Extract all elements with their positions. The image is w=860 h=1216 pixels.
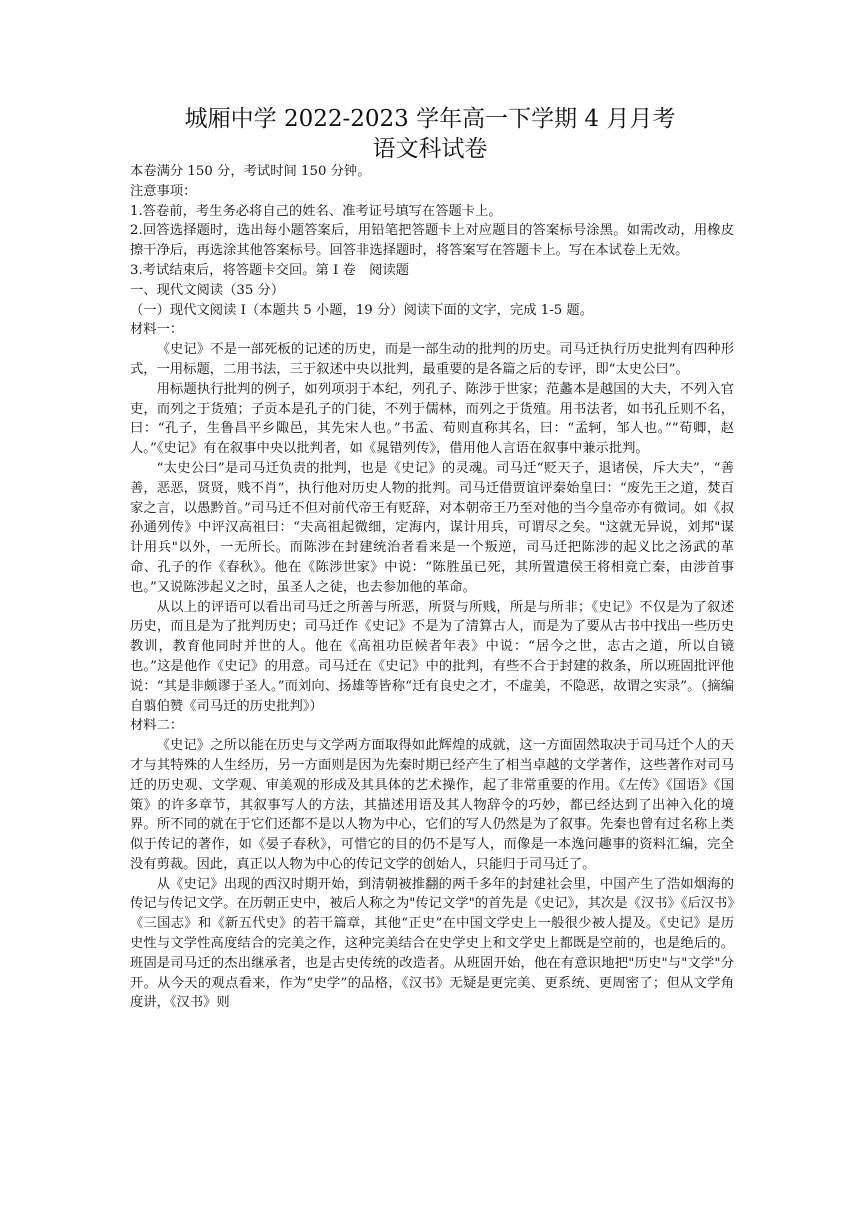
exam-body — [130, 162, 734, 1013]
section-heading: 一、现代文阅读（35 分） — [130, 282, 285, 298]
notice-item-2: 2.回答选择题时，选出每小题答案后，用铅笔把答题卡上对应题目的答案标号涂黑。如需改动，用橡皮擦干净后，再选涂其他答案标号。回答非选择题时，将答案写在答题卡上。写在本试卷上无效。 — [130, 223, 734, 259]
subsection-heading: （一）现代文阅读 I（本题共 5 小题，19 分）阅读下面的文字，完成 1-5 题。 — [130, 302, 594, 318]
exam-title-line-1: 城厢中学 2022-2023 学年高一下学期 4 月月考 — [184, 106, 676, 132]
notice-item-3: 3.考试结束后，将答题卡交回。第 I 卷 阅读题 — [130, 262, 410, 278]
material-1-paragraph: 用标题执行批判的例子，如列项羽于本纪，列孔子、陈涉于世家；范蠡本是越国的大夫，不列入官吏，而列之于货殖；子贡本是孔子的门徒，不列于儒林，而列之于货殖。用书法者，如书孔丘则不名，曰：“孔子，生鲁昌平乡陬邑，其先宋人也。”书孟、荀则直称其名，曰：“孟轲，邹人也。”“荀卿，赵人。”《史记》有在叙事中央以批判者，如《晁错列传》，借用他人言语在叙事中兼示批判。 — [130, 381, 734, 457]
material-2-label: 材料二： — [130, 718, 184, 734]
material-1-paragraph: “太史公曰”是司马迁负责的批判，也是《史记》的灵魂。司马迁“贬天子，退诸侯，斥大夫”，“善善，恶恶，贤贤，贱不肖”，执行他对历史人物的批判。司马迁借贾谊评秦始皇曰：“废先王之道，焚百家之言，以愚黔首。”司马迁不但对前代帝王有贬辞，对本朝帝王乃至对他的当今皇帝亦有微词。如《叔孙通列传》中评汉高祖曰：“夫高祖起微细，定海内，谋计用兵，可谓尽之矣。"这就无异说，刘邦"谋计用兵"以外，一无所长。而陈涉在封建统治者看来是一个叛逆，司马迁把陈涉的起义比之汤武的革命、孔子的作《春秋》。他在《陈涉世家》中说：“陈胜虽已死，其所置遣侯王将相竟亡秦，由涉首事也。”又说陈涉起义之时，虽圣人之徒，也去参加他的革命。 — [130, 460, 734, 595]
material-1-label: 材料一： — [130, 322, 184, 338]
exam-intro: 本卷满分 150 分，考试时间 150 分钟。 — [130, 164, 371, 179]
material-1-paragraph: 《史记》不是一部死板的记述的历史，而是一部生动的批判的历史。司马迁执行历史批判有四种形式，一用标题，二用书法，三于叙述中央以批判，最重要的是各篇之后的专评，即“太史公曰”。 — [130, 342, 734, 377]
material-2-paragraph: 从《史记》出现的西汉时期开始，到清朝被推翻的两千多年的封建社会里，中国产生了浩如烟海的传记与传记文学。在历朝正史中，被后人称之为"传记文学"的首先是《史记》，其次是《汉书》《后汉书》《三国志》和《新五代史》的若干篇章，其他“正史”在中国文学史上一般很少被人提及。《史记》是历史性与文学性高度结合的完美之作，这种完美结合在史学史上和文学史上都既是空前的，也是绝后的。班固是司马迁的杰出继承者，也是古史传统的改造者。从班固开始，他在有意识地把"历史"与"文学"分开。从今天的观点看来，作为“史学”的品格，《汉书》无疑是更完美、更系统、更周密了；但从文学角度讲，《汉书》则 — [130, 876, 734, 1011]
material-2-paragraph: 《史记》之所以能在历史与文学两方面取得如此辉煌的成就，这一方面固然取决于司马迁个人的天才与其特殊的人生经历，另一方面则是因为先秦时期已经产生了相当卓越的文学著作，这些著作对司马迁的历史观、文学观、审美观的形成及其具体的艺术操作，起了非常重要的作用。《左传》《国语》《国策》的许多章节，其叙事写人的方法，其描述用语及其人物辞令的巧妙，都已经达到了出神入化的境界。所不同的就在于它们还都不是以人物为中心，它们的写人仍然是为了叙事。先秦也曾有过名称上类似于传记的著作，如《晏子春秋》，可惜它的目的仍不是写人，而像是一本逸问趣事的资料汇编，完全没有剪裁。因此，真正以人物为中心的传记文学的创始人，只能归于司马迁了。 — [130, 738, 734, 872]
notice-item-1: 1.答卷前，考生务必将自己的姓名、准考证号填写在答题卡上。 — [130, 203, 502, 219]
exam-title-line-2: 语文科试卷 — [372, 136, 488, 162]
material-1-paragraph: 从以上的评语可以看出司马迁之所善与所恶，所贤与所贱，所是与所非；《史记》不仅是为了叙述历史，而且是为了批判历史；司马迁作《史记》不是为了清算古人，而是为了要从古书中找出一些历史教训，教育他同时并世的人。他在《高祖功臣候者年表》中说：“居今之世，志古之道，所以自镜也。”这是他作《史记》的用意。司马迁在《史记》中的批判，有些不合于封建的救条，所以班固批评他说：“其是非颇谬于圣人。”而刘向、扬雄等皆称“迁有良史之才，不虚美，不隐恶，故谓之实录”。（摘编自翦伯赞《司马迁的历史批判》） — [130, 599, 734, 714]
exam-title — [0, 104, 860, 164]
notice-heading: 注意事项： — [130, 183, 197, 199]
